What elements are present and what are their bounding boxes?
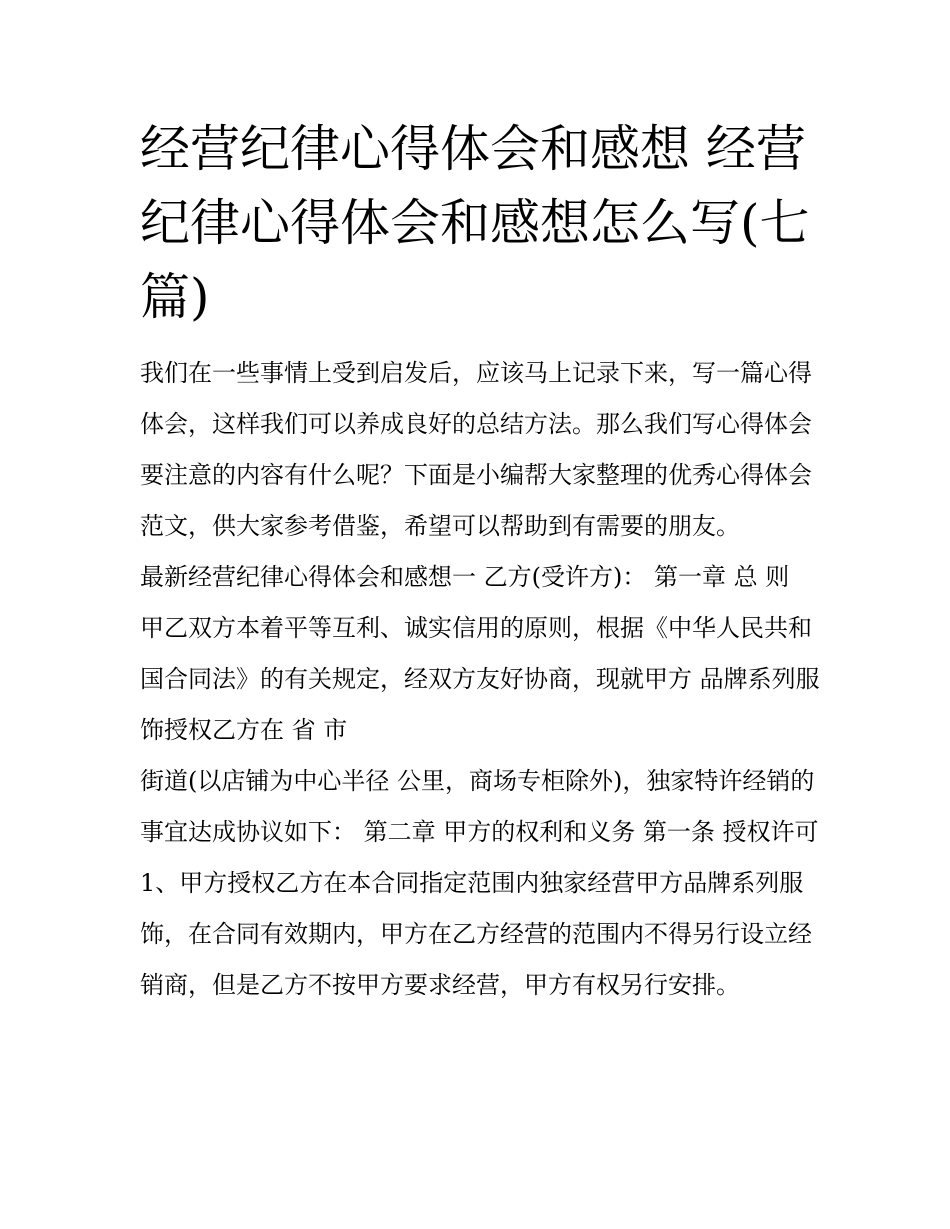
document-title: 经营纪律心得体会和感想 经营纪律心得体会和感想怎么写(七篇) — [140, 120, 810, 326]
document-page — [140, 112, 820, 1011]
contract-paragraph-2: 街道(以店铺为中心半径 公里，商场专柜除外)，独家特许经销的事宜达成协议如下： 第二章 甲方的权利和义务 第一条 授权许可 — [140, 767, 819, 846]
intro-paragraph: 我们在一些事情上受到启发后，应该马上记录下来，写一篇心得体会，这样我们可以养成良好的总结方法。那么我们写心得体会要注意的内容有什么呢？下面是小编帮大家整理的优秀心得体会范文，供大家参考借鉴，希望可以帮助到有需要的朋友。 — [140, 359, 812, 540]
contract-paragraph-1: 最新经营纪律心得体会和感想一 乙方(受许方)： 第一章 总 则 甲乙双方本着平等互利、诚实信用的原则，根据《中华人民共和国合同法》的有关规定，经双方友好协商，现就甲方 品牌系列服饰授权乙方在 省 市 — [140, 563, 820, 744]
contract-paragraph-3: 1、甲方授权乙方在本合同指定范围内独家经营甲方品牌系列服饰，在合同有效期内，甲方在乙方经营的范围内不得另行设立经销商，但是乙方不按甲方要求经营，甲方有权另行安排。 — [140, 869, 812, 999]
